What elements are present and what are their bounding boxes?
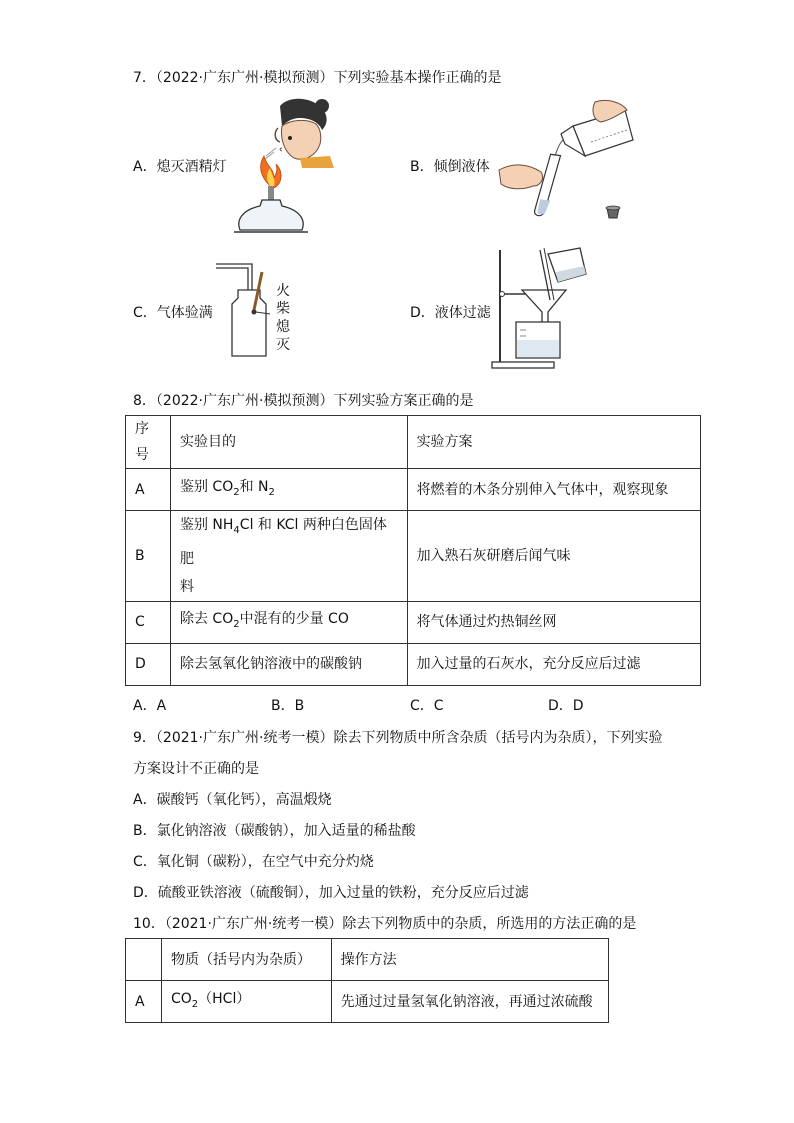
q9-stem-line2: 方案设计不正确的是 [133, 761, 259, 777]
q7-option-a: A．熄灭酒精灯 [133, 159, 227, 175]
alcohol-lamp-illustration [230, 96, 340, 236]
filtration-illustration [488, 244, 588, 372]
gas-full-test-illustration [228, 262, 308, 362]
q9-option-b: B．氯化钠溶液（碳酸钠），加入适量的稀盐酸 [133, 823, 416, 839]
q7-stem [133, 67, 501, 87]
q8-stem: 8．（2022·广东广州·模拟预测）下列实验方案正确的是 [133, 393, 474, 409]
q8-table [125, 415, 701, 686]
q8-answer-d: D．D [548, 698, 584, 714]
q7-option-b: B．倾倒液体 [410, 159, 490, 175]
q9-option-c: C．氧化铜（碳粉），在空气中充分灼烧 [133, 854, 374, 870]
q7-option-d: D．液体过滤 [410, 305, 491, 321]
q8-answer-a: A．A [133, 698, 167, 714]
q8-answer-c: C．C [410, 698, 444, 714]
q10-table-header: 物质（括号内为杂质） 操作方法 [126, 939, 609, 981]
table-row: C 除去 $CO_2$中混有的少量 CO 将气体通过灼热铜丝网 [126, 601, 701, 643]
table-row: D 除去氢氧化钠溶液中的碳酸钠 加入过量的石灰水，充分反应后过滤 [126, 643, 701, 685]
q7-option-c: C．气体验满 [133, 305, 213, 321]
q8-answer-b: B．B [271, 698, 305, 714]
q7-number: 7． [133, 70, 156, 86]
q8-table-header [126, 416, 701, 469]
q10-table [125, 938, 609, 1023]
q7-text: 下列实验基本操作正确的是 [333, 70, 502, 86]
table-row: B 鉴别 $NH_4Cl$ 和 KCl 两种白色固体肥 料 加入熟石灰研磨后闻气味 [126, 511, 701, 602]
header-id: 序号 [126, 416, 171, 469]
q9-option-d: D．硫酸亚铁溶液（硫酸铜），加入过量的铁粉，充分反应后过滤 [133, 885, 529, 901]
q9-option-a: A．碳酸钙（氧化钙），高温煅烧 [133, 792, 332, 808]
pouring-liquid-illustration [495, 100, 635, 225]
q9-stem-line1: 9．（2021·广东广州·统考一模）除去下列物质中所含杂质（括号内为杂质），下列实验 [133, 730, 663, 746]
header-plan: 实验方案 [407, 416, 700, 469]
q7-source: （2022·广东广州·模拟预测） [155, 70, 334, 86]
table-row: A $CO_2(HCl)$ 先通过过量氢氧化钠溶液，再通过浓硫酸 [126, 981, 609, 1023]
table-row: A 鉴别 $CO_2$和 $N_2$ 将燃着的木条分别伸入气体中，观察现象 [126, 469, 701, 511]
q10-stem: 10．（2021·广东广州·统考一模）除去下列物质中的杂质，所选用的方法正确的是 [133, 916, 637, 932]
match-out-label: 火 柴 熄 灭 [276, 283, 290, 353]
header-goal: 实验目的 [170, 416, 407, 469]
